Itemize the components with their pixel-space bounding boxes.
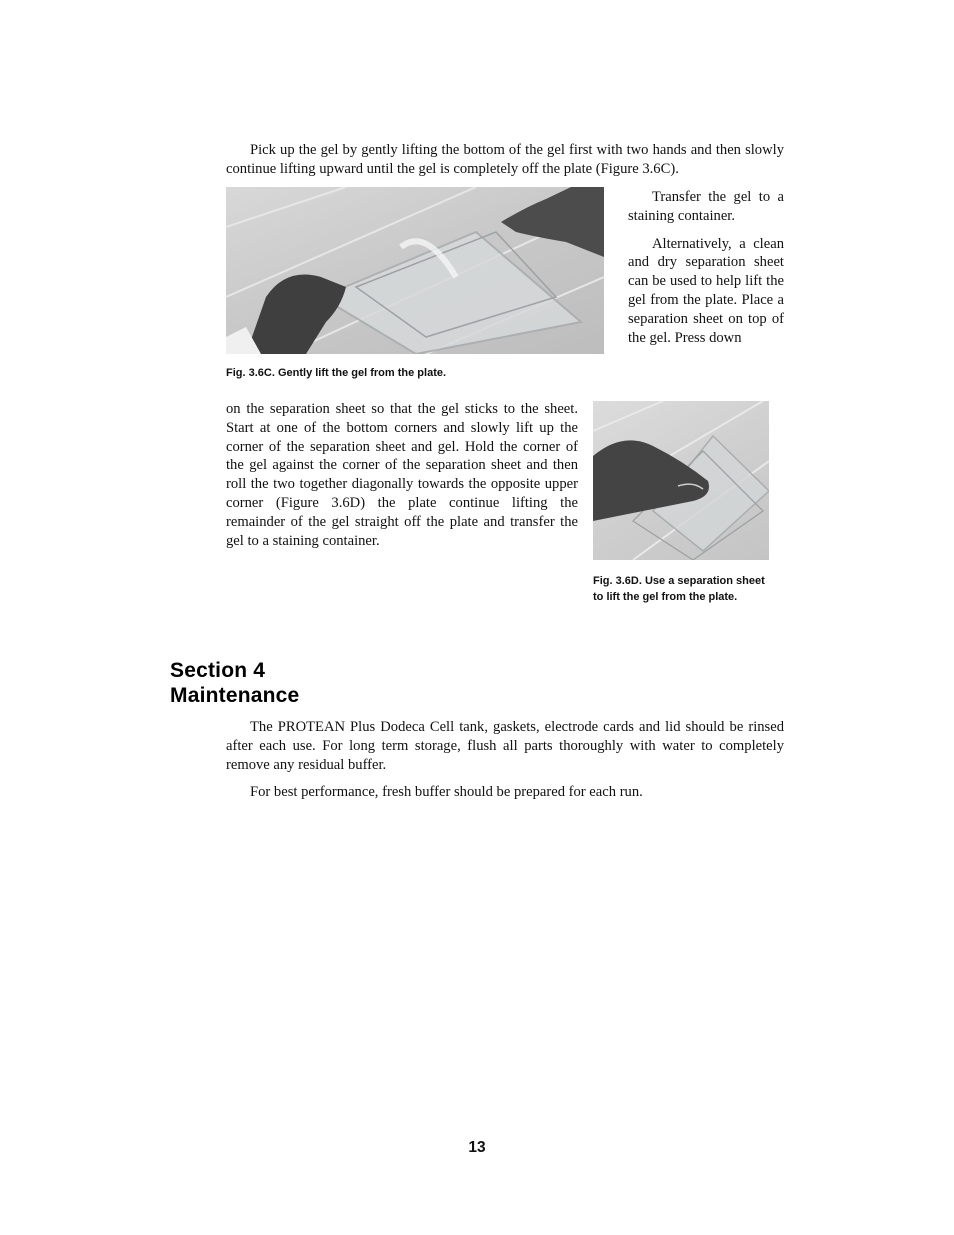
gel-lift-illustration: [226, 187, 604, 354]
continued-paragraph: on the separation sheet so that the gel sticks to the sheet. Start at one of the bottom corners and slowly lift up the corner of the separation sheet and gel. Hold the corner of the gel against the corner of the separation sheet and then roll the two together diagonally towards the opposite upper corner (Figure 3.6D) the plate continue lifting the remainder of the gel straight off the plate and transfer the gel to a staining container.: [226, 401, 578, 549]
side-paragraph-1: Transfer the gel to a staining container.: [628, 189, 784, 224]
figure-c-caption: Fig. 3.6C. Gently lift the gel from the plate.: [226, 367, 447, 379]
figure-d-caption: Fig. 3.6D. Use a separation sheet to lift the gel from the plate.: [593, 575, 765, 603]
gel-lift-photo: [226, 187, 604, 354]
separation-sheet-illustration: [593, 401, 769, 560]
maintenance-paragraph-2: For best performance, fresh buffer should be prepared for each run.: [250, 784, 643, 800]
side-paragraph-2: Alternatively, a clean and dry separation sheet can be used to help lift the gel from the plate. Place a separation sheet on top of the gel. Press down: [628, 235, 784, 346]
maintenance-paragraph-1: The PROTEAN Plus Dodeca Cell tank, gaskets, electrode cards and lid should be rinsed after each use. For long term storage, flush all parts thoroughly with water to completely remove any residual buffer.: [226, 719, 784, 773]
section-number: Section 4: [170, 659, 266, 682]
page-number: 13: [468, 1139, 486, 1156]
section-title: Maintenance: [170, 684, 300, 707]
section-heading: [170, 658, 570, 708]
intro-paragraph: Pick up the gel by gently lifting the bottom of the gel first with two hands and then slowly continue lifting upward until the gel is completely off the plate (Figure 3.6C).: [226, 142, 784, 177]
separation-sheet-photo: [593, 401, 769, 560]
